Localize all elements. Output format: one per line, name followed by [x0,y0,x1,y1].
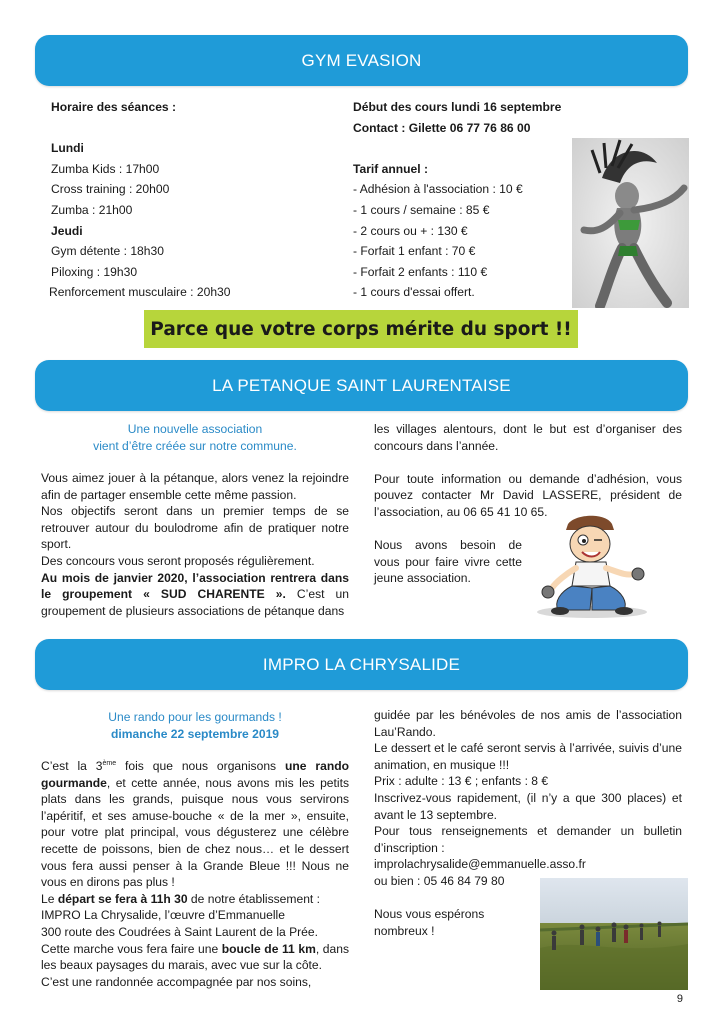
page-number: 9 [676,993,683,1005]
impro-banner [35,639,688,690]
tarif-item: - 1 cours / semaine : 85 € [353,202,490,217]
intro-date: dimanche 22 septembre 2019 [110,726,280,741]
paragraph: guidée par les bénévoles de nos amis de l’association Lau’Rando. [374,708,682,739]
petanque-intro [41,421,349,454]
tarif-item: - Forfait 1 enfant : 70 € [353,244,476,259]
text: , et cette année, nous avons mis les petits plats dans les grands, puisque nous vous servirons l’apéritif, et ses amuse-bouche « de la mer », ensuite, pour votre plat principal, vous dégusterez une célèbre recette de poissons, bien de chez nous… et le dessert vous fera aussi penser à la Grande Bleue !!! Nous ne vous en dirons pas plus ! [41,775,349,890]
petanque-player-cartoon [530,512,658,620]
paragraph [41,756,349,891]
bold-text: boucle de 11 km [221,941,316,956]
slogan-text: Parce que votre corps mérite du sport !! [150,318,572,340]
text: C’est un groupement de plusieurs associations de pétanque dans [41,587,350,618]
start-date: Début des cours lundi 16 septembre [353,100,562,114]
section-title: GYM EVASION [301,50,422,70]
address-line: IMPRO La Chrysalide, l’œuvre d’Emmanuelle [41,908,285,923]
text: C’est la 3 [41,759,103,774]
paragraph: Vous aimez jouer à la pétanque, alors venez la rejoindre afin de partager ensemble cette même passion. [41,471,349,502]
schedule-heading: Horaire des séances : [51,100,177,114]
section-title: LA PETANQUE SAINT LAURENTAISE [212,375,511,395]
paragraph [41,570,349,620]
paragraph: Pour tous renseignements et demander un bulletin d’inscription : [374,824,682,855]
superscript: ème [102,760,117,767]
impro-intro [41,709,349,742]
text: Le [41,891,58,906]
day-label: Jeudi [51,223,83,238]
section-title: IMPRO LA CHRYSALIDE [262,654,461,674]
phone: ou bien : 05 46 84 79 80 [374,873,505,888]
schedule-item: Renforcement musculaire : 20h30 [49,285,231,300]
tarif-item: - 2 cours ou + : 130 € [353,223,468,238]
gym-slogan [144,310,578,348]
impro-left-text [41,756,349,990]
contact: Contact : Gilette 06 77 76 86 00 [353,120,531,135]
paragraph [41,941,349,974]
bold-text: départ se fera à 11h 30 [57,891,188,906]
closing: Nous vous espérons nombreux ! [374,907,485,938]
petanque-left-text [41,470,349,619]
paragraph [41,891,349,908]
text: fois que nous organisons [116,759,285,774]
dancer-photo [572,138,689,308]
paragraph: Des concours vous seront proposés régulièrement. [41,553,315,568]
intro-line: Une nouvelle association [127,422,263,436]
paragraph: C’est une randonnée accompagnée par nos soins, [41,974,312,989]
intro-line: Une rando pour les gourmands ! [108,710,282,724]
paragraph: Prix : adulte : 13 € ; enfants : 8 € [374,774,549,789]
paragraph: Nous avons besoin de vous pour faire vivre cette jeune association. [374,538,522,586]
paragraph: Inscrivez-vous rapidement, (il n’y a que 300 places) et avant le 13 septembre. [374,790,682,822]
schedule-item: Piloxing : 19h30 [51,264,138,279]
text: de notre établissement : [187,891,320,906]
paragraph: Nos objectifs seront dans un premier temps de se retrouver autour du boulodrome afin de pratiquer notre sport. [41,504,349,552]
gym-schedule [51,97,341,303]
tarif-item: - Forfait 2 enfants : 110 € [353,264,488,279]
bold-text: une rando gourmande [41,759,349,790]
schedule-item: Zumba Kids : 17h00 [51,161,160,176]
gym-evasion-banner [35,35,688,86]
tarif-heading: Tarif annuel : [353,161,429,176]
address-line: 300 route des Coudrées à Saint Laurent de la Prée. [41,924,318,939]
gym-info [353,97,573,303]
bold-text: Au mois de janvier 2020, l’association rentrera dans le groupement « SUD CHARENTE ». [41,570,349,602]
paragraph: les villages alentours, dont le but est d’organiser des concours dans l’année. [374,422,682,453]
intro-line: vient d’être créée sur notre commune. [93,438,297,453]
paragraph: Le dessert et le café seront servis à l’arrivée, suivis d’une animation, en musique !!! [374,741,682,772]
schedule-item: Zumba : 21h00 [51,202,133,217]
schedule-item: Gym détente : 18h30 [51,244,164,259]
tarif-item: - 1 cours d'essai offert. [353,285,475,300]
text: , dans les beaux paysages du marais, avec vue sur la côte. [41,941,350,973]
day-label: Lundi [51,141,84,156]
hikers-photo [540,878,688,990]
schedule-item: Cross training : 20h00 [51,182,170,197]
tarif-item: - Adhésion à l'association : 10 € [353,182,523,197]
email: improlachrysalide@emmanuelle.asso.fr [374,857,586,872]
text: Cette marche vous fera faire une [41,941,222,956]
paragraph: Pour toute information ou demande d’adhésion, vous pouvez contacter Mr David LASSERE, président de l’association, au 06 65 41 10 65. [374,471,682,519]
petanque-banner [35,360,688,411]
